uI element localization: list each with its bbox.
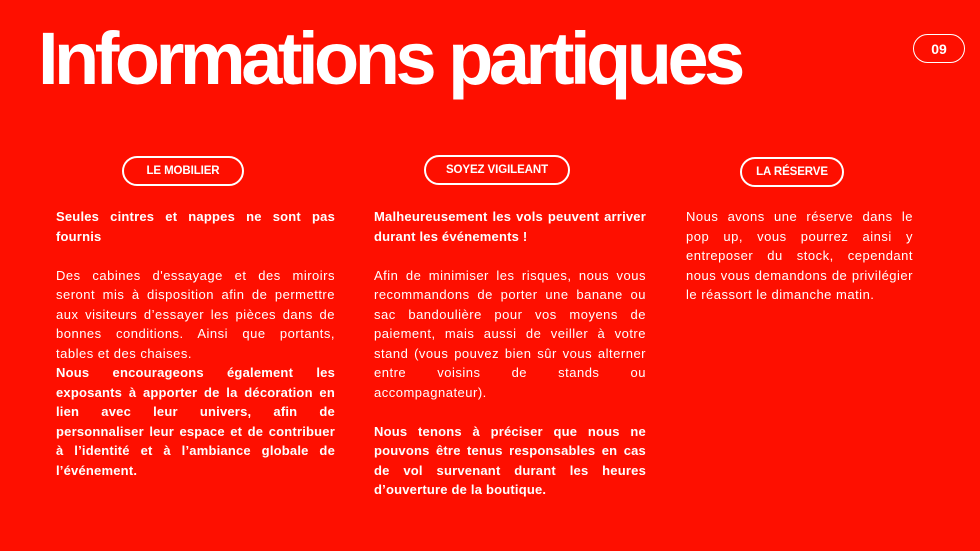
vigilance-body: Afin de minimiser les risques, nous vous recommandons de porter une banane ou sac bandoulière pour vos moyens de paiement, mais aussi de veiller à votre stand (vous pouvez bien sûr vous alterner entre voisins de stands ou accompagnateur).: [374, 267, 646, 400]
section-label-reserve: LA RÉSERVE: [740, 157, 844, 187]
mobilier-body: Des cabines d'essayage et des miroirs seront mis à disposition afin de permettre aux visiteurs d’essayer les pièces dans de bonnes conditions. Ainsi que portants, tables et des chaises.: [56, 267, 335, 361]
vigilance-intro: Malheureusement les vols peuvent arriver durant les événements !: [374, 209, 646, 244]
page-title: Informations partiques: [38, 17, 741, 100]
reserve-body: Nous avons une réserve dans le pop up, vous pourrez ainsi y entreposer du stock, cependant nous vous demandons de privilégier le réassort le dimanche matin.: [686, 209, 913, 302]
vigilance-outro: Nous tenons à préciser que nous ne pouvons être tenus responsables en cas de vol survenant durant les heures d’ouverture de la boutique.: [374, 423, 646, 497]
column-vigilance: [374, 207, 646, 500]
page-number-badge: 09: [913, 34, 965, 63]
mobilier-outro: Nous encourageons également les exposants à apporter de la décoration en lien avec leur univers, afin de personnaliser leur espace et de contribuer à l’identité et à l’ambiance globale de l’événement.: [56, 365, 335, 478]
section-label-vigilance: SOYEZ VIGILEANT: [424, 155, 570, 185]
mobilier-intro: Seules cintres et nappes ne sont pas fournis: [56, 209, 335, 244]
section-label-mobilier: LE MOBILIER: [122, 156, 244, 186]
column-reserve: [686, 207, 913, 305]
column-mobilier: [56, 207, 335, 480]
